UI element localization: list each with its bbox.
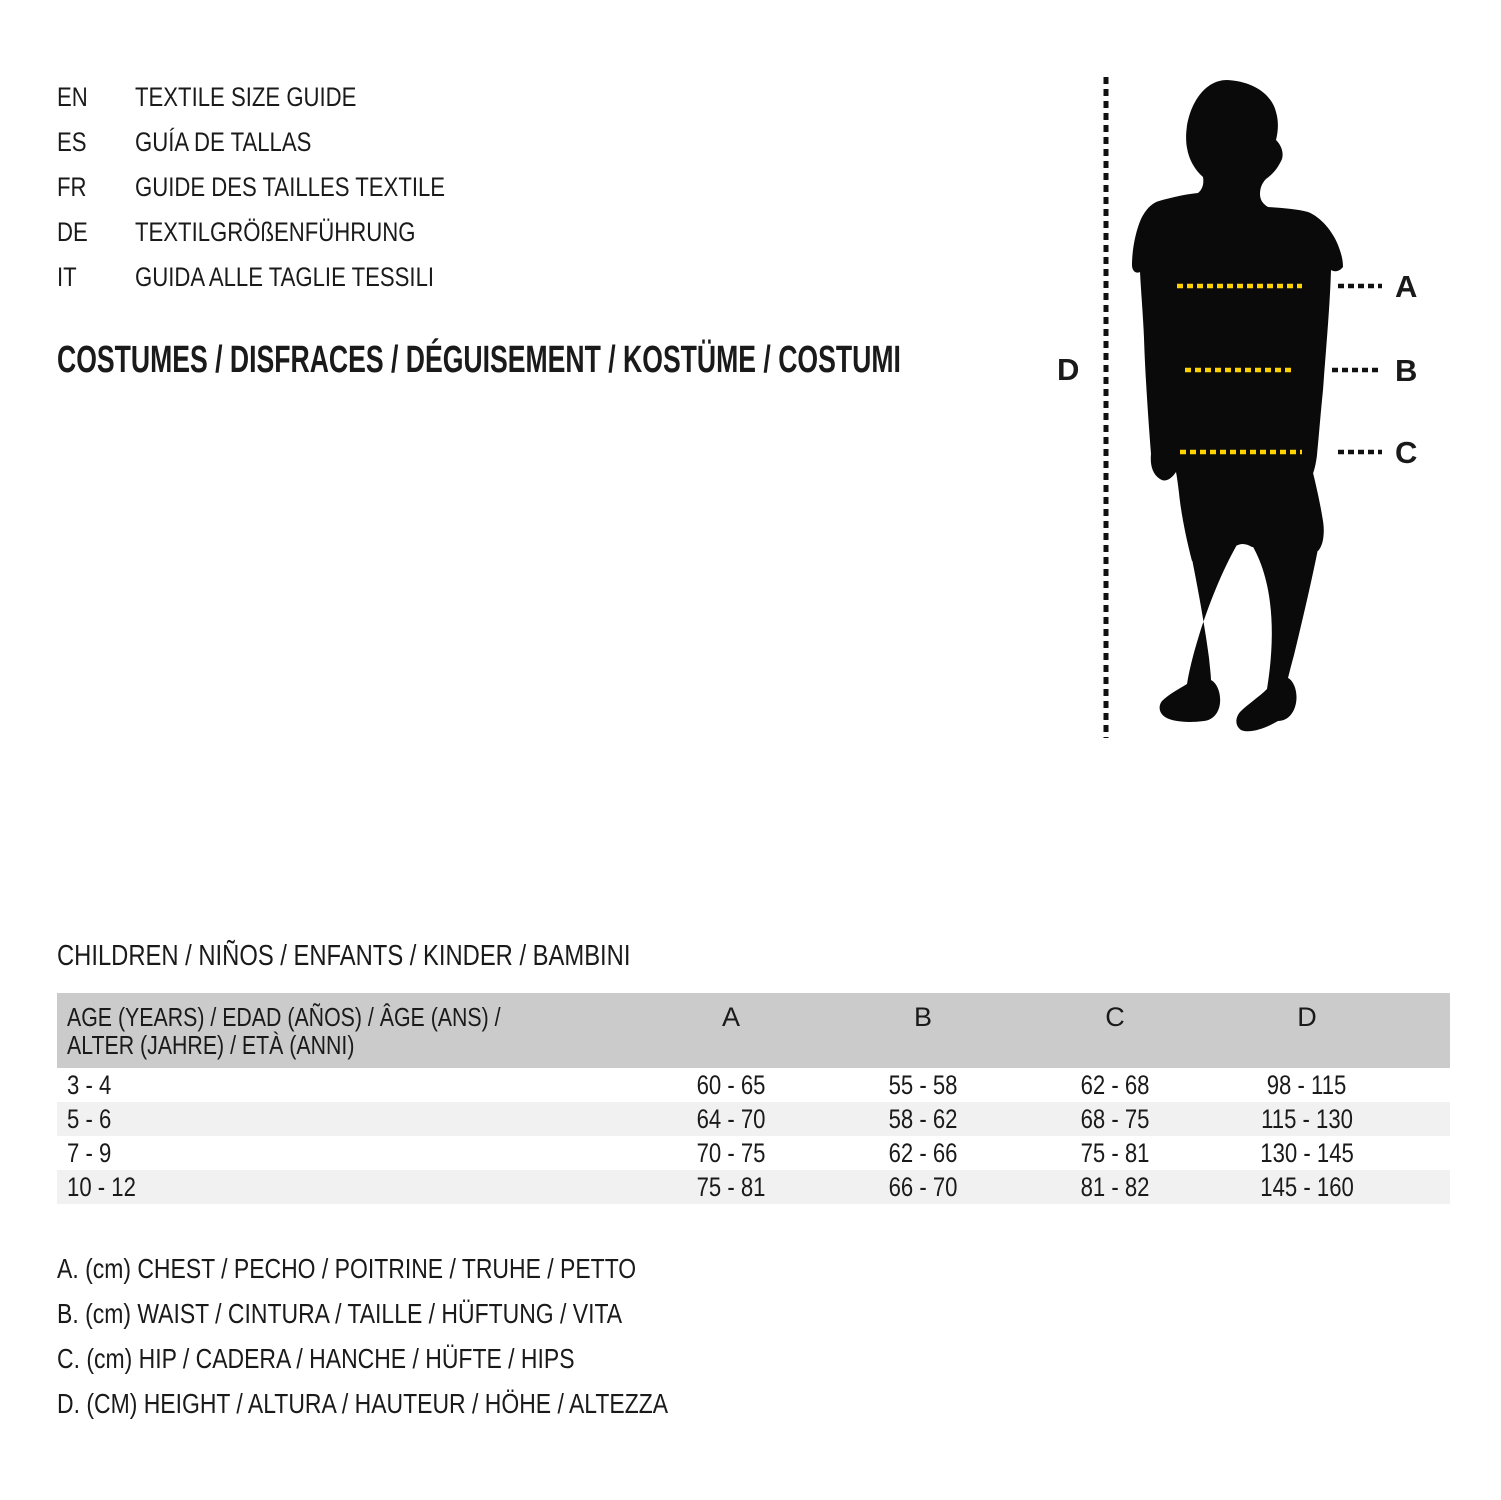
column-header-d: D bbox=[1297, 1002, 1317, 1032]
chest-range-cell: 70 - 75 bbox=[696, 1138, 766, 1168]
measurement-legend bbox=[57, 1246, 802, 1426]
hip-range-cell: 81 - 82 bbox=[1080, 1172, 1150, 1202]
language-row-de bbox=[57, 210, 513, 255]
child-silhouette bbox=[1132, 80, 1343, 561]
hip-range-cell: 68 - 75 bbox=[1080, 1104, 1150, 1134]
waist-range-cell: 62 - 66 bbox=[888, 1138, 958, 1168]
table-row bbox=[57, 1102, 1450, 1136]
column-header-b: B bbox=[913, 1002, 932, 1032]
language-row-it bbox=[57, 255, 513, 300]
height-label: D bbox=[1057, 352, 1080, 387]
waist-range-cell: 66 - 70 bbox=[888, 1172, 958, 1202]
table-row bbox=[57, 1136, 1450, 1170]
height-range-cell: 98 - 115 bbox=[1267, 1070, 1347, 1100]
column-header-c: C bbox=[1105, 1002, 1125, 1032]
category-heading: COSTUMES / DISFRACES / DÉGUISEMENT / KOSTÜME / COSTUMI bbox=[57, 339, 901, 381]
waist-range-cell: 55 - 58 bbox=[888, 1070, 958, 1100]
language-title: GUÍA DE TALLAS bbox=[134, 127, 311, 157]
language-title: GUIDA ALLE TAGLIE TESSILI bbox=[134, 262, 434, 292]
hip-label: C bbox=[1395, 435, 1418, 470]
height-range-cell: 130 - 145 bbox=[1260, 1138, 1354, 1168]
age-column-header: AGE (YEARS) / EDAD (AÑOS) / ÂGE (ANS) / ALTER (JAHRE) / ETÀ (ANNI) bbox=[67, 1002, 501, 1060]
hip-range-cell: 62 - 68 bbox=[1080, 1070, 1150, 1100]
legend-hip: C. (cm) HIP / CADERA / HANCHE / HÜFTE / HIPS bbox=[57, 1343, 575, 1374]
age-cell: 5 - 6 bbox=[67, 1104, 112, 1134]
waist-label: B bbox=[1395, 353, 1418, 388]
language-row-es bbox=[57, 120, 513, 165]
table-row bbox=[57, 1068, 1450, 1102]
age-cell: 7 - 9 bbox=[67, 1138, 112, 1168]
child-measurement-figure bbox=[1040, 60, 1460, 760]
chest-range-cell: 75 - 81 bbox=[696, 1172, 766, 1202]
language-row-en bbox=[57, 75, 513, 120]
legend-waist: B. (cm) WAIST / CINTURA / TAILLE / HÜFTUNG / VITA bbox=[57, 1298, 623, 1329]
waist-range-cell: 58 - 62 bbox=[888, 1104, 958, 1134]
legend-height: D. (CM) HEIGHT / ALTURA / HAUTEUR / HÖHE / ALTEZZA bbox=[57, 1388, 669, 1419]
language-title: TEXTILE SIZE GUIDE bbox=[134, 82, 356, 112]
size-table-header bbox=[57, 993, 1450, 1068]
language-code: ES bbox=[57, 127, 87, 157]
language-title: TEXTILGRÖßENFÜHRUNG bbox=[134, 217, 415, 247]
language-code: IT bbox=[57, 262, 77, 292]
hip-range-cell: 75 - 81 bbox=[1080, 1138, 1150, 1168]
chest-range-cell: 60 - 65 bbox=[696, 1070, 766, 1100]
chest-label: A bbox=[1395, 269, 1418, 304]
table-row bbox=[57, 1170, 1450, 1204]
age-cell: 10 - 12 bbox=[67, 1172, 136, 1202]
language-row-fr bbox=[57, 165, 513, 210]
language-code: EN bbox=[57, 82, 88, 112]
age-cell: 3 - 4 bbox=[67, 1070, 112, 1100]
column-header-a: A bbox=[721, 1002, 740, 1032]
language-title: GUIDE DES TAILLES TEXTILE bbox=[134, 172, 445, 202]
child-silhouette-right-leg bbox=[1236, 545, 1318, 731]
language-code: FR bbox=[57, 172, 87, 202]
header-filler bbox=[1403, 993, 1450, 1068]
chest-range-cell: 64 - 70 bbox=[696, 1104, 766, 1134]
children-size-table bbox=[57, 993, 1450, 1204]
language-code: DE bbox=[57, 217, 88, 247]
height-range-cell: 115 - 130 bbox=[1261, 1104, 1353, 1134]
legend-chest: A. (cm) CHEST / PECHO / POITRINE / TRUHE / PETTO bbox=[57, 1253, 637, 1284]
language-title-list bbox=[57, 75, 513, 300]
child-silhouette-left-leg bbox=[1160, 543, 1238, 722]
children-section-heading: CHILDREN / NIÑOS / ENFANTS / KINDER / BAMBINI bbox=[57, 940, 631, 972]
height-range-cell: 145 - 160 bbox=[1260, 1172, 1354, 1202]
